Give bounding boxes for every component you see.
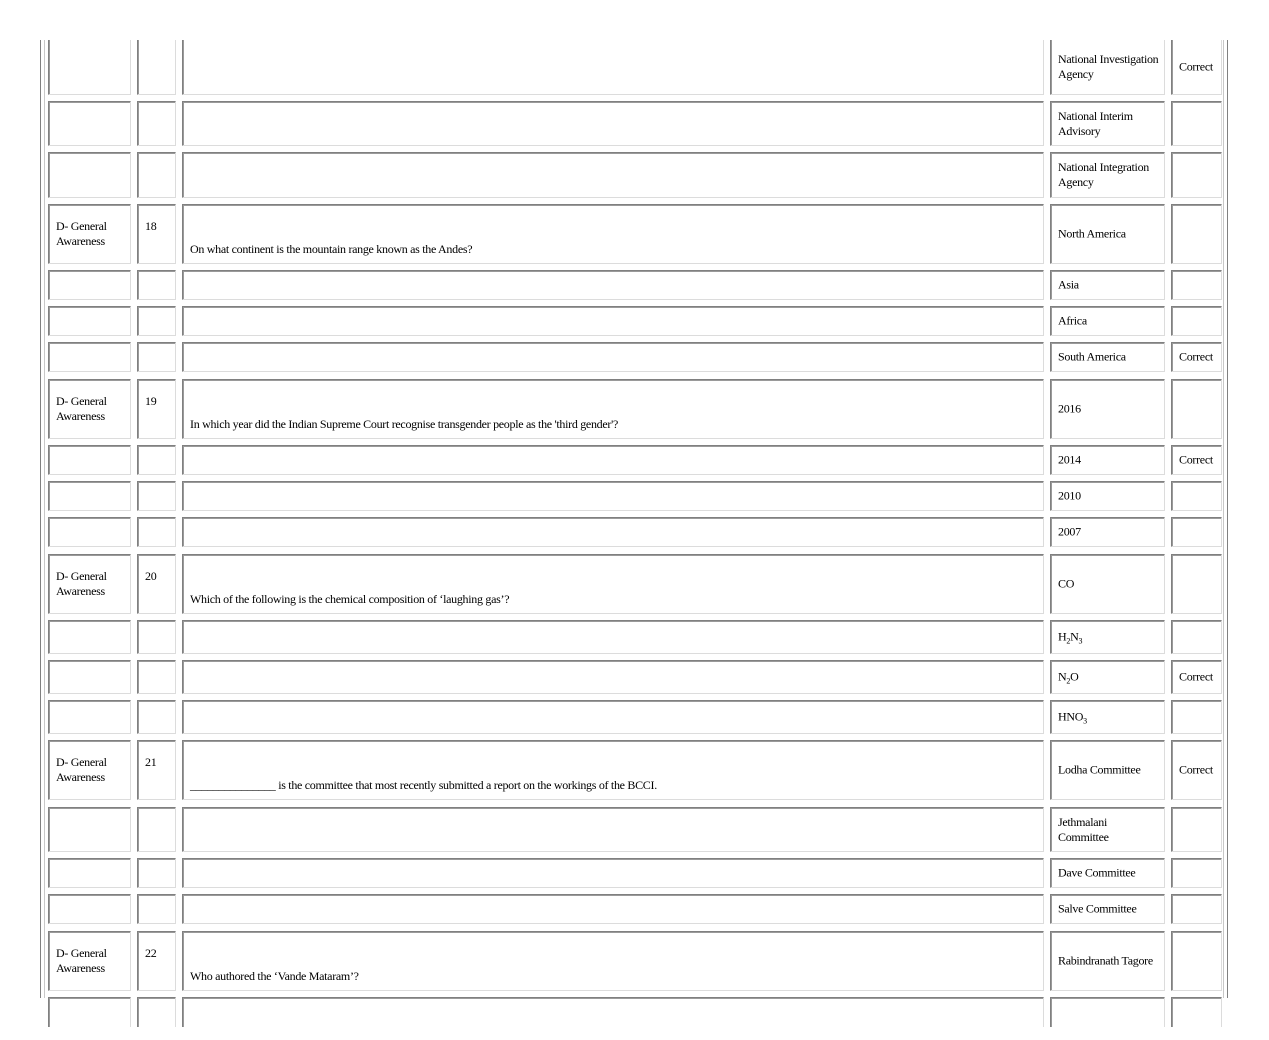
section-text: D- General Awareness <box>56 569 107 598</box>
answer-status-cell <box>1171 700 1222 734</box>
option-cell <box>1050 379 1165 439</box>
option-text: $H_2N_3$ <box>1058 629 1083 646</box>
question-number-text: 22 <box>145 946 157 960</box>
option-text: Rabindranath Tagore <box>1058 953 1153 968</box>
answer-status-cell <box>1171 101 1222 146</box>
option-cell <box>1050 342 1165 372</box>
question-cell <box>182 894 1044 924</box>
answer-status-cell <box>1171 379 1222 439</box>
question-number-cell <box>137 660 176 694</box>
option-text: Dave Committee <box>1058 865 1136 880</box>
question-number-cell <box>137 204 176 264</box>
section-cell <box>48 270 131 300</box>
question-number-cell <box>137 894 176 924</box>
option-cell <box>1050 101 1165 146</box>
section-text: D- General Awareness <box>56 219 107 248</box>
answer-status-cell <box>1171 40 1222 95</box>
option-cell <box>1050 700 1165 734</box>
section-cell <box>48 740 131 800</box>
question-number-cell <box>137 101 176 146</box>
section-cell <box>48 554 131 614</box>
question-cell <box>182 40 1044 95</box>
question-number-cell <box>137 270 176 300</box>
answer-status-cell <box>1171 204 1222 264</box>
question-number-cell <box>137 40 176 95</box>
question-cell <box>182 858 1044 888</box>
question-number-cell <box>137 152 176 198</box>
answer-status-cell <box>1171 342 1222 372</box>
answer-status-cell <box>1171 997 1222 1027</box>
section-cell <box>48 620 131 654</box>
option-text: North America <box>1058 226 1126 241</box>
option-text: South America <box>1058 349 1126 364</box>
section-cell <box>48 40 131 95</box>
question-number-cell <box>137 700 176 734</box>
option-text: 2014 <box>1058 452 1081 467</box>
question-number-cell <box>137 858 176 888</box>
option-cell <box>1050 517 1165 547</box>
question-number-text: 18 <box>145 219 157 233</box>
answer-status-cell <box>1171 858 1222 888</box>
answer-status-cell <box>1171 807 1222 852</box>
question-number-cell <box>137 620 176 654</box>
answer-key-table <box>40 40 1228 998</box>
option-text: National Integration Agency <box>1058 160 1149 189</box>
option-text: Lodha Committee <box>1058 762 1141 777</box>
option-cell <box>1050 40 1165 95</box>
answer-status-cell <box>1171 306 1222 336</box>
answer-status-cell <box>1171 481 1222 511</box>
question-cell <box>182 481 1044 511</box>
section-cell <box>48 700 131 734</box>
question-number-cell <box>137 481 176 511</box>
answer-status-text: Correct <box>1179 349 1213 364</box>
option-cell <box>1050 481 1165 511</box>
answer-status-cell <box>1171 270 1222 300</box>
question-number-cell <box>137 997 176 1027</box>
question-text: Who authored the ‘Vande Mataram’? <box>190 969 359 983</box>
question-cell <box>182 204 1044 264</box>
option-cell <box>1050 997 1165 1027</box>
question-cell <box>182 306 1044 336</box>
answer-status-cell <box>1171 740 1222 800</box>
answer-status-cell <box>1171 445 1222 475</box>
option-cell <box>1050 620 1165 654</box>
question-cell <box>182 807 1044 852</box>
option-text: Salve Committee <box>1058 901 1137 916</box>
section-cell <box>48 931 131 991</box>
option-cell <box>1050 270 1165 300</box>
option-cell <box>1050 807 1165 852</box>
question-number-cell <box>137 740 176 800</box>
option-text: 2007 <box>1058 524 1081 539</box>
question-cell <box>182 445 1044 475</box>
option-text: National Interim Advisory <box>1058 108 1133 138</box>
option-cell <box>1050 894 1165 924</box>
option-text: 2010 <box>1058 488 1081 503</box>
answer-status-cell <box>1171 931 1222 991</box>
question-number-text: 20 <box>145 569 157 583</box>
section-cell <box>48 152 131 198</box>
question-cell <box>182 517 1044 547</box>
section-cell <box>48 306 131 336</box>
question-cell <box>182 660 1044 694</box>
question-number-text: 21 <box>145 755 157 769</box>
question-number-cell <box>137 342 176 372</box>
question-cell <box>182 342 1044 372</box>
answer-status-cell <box>1171 554 1222 614</box>
answer-status-cell <box>1171 152 1222 198</box>
answer-status-cell <box>1171 620 1222 654</box>
option-cell <box>1050 152 1165 198</box>
answer-status-cell <box>1171 517 1222 547</box>
question-cell <box>182 379 1044 439</box>
question-number-cell <box>137 379 176 439</box>
question-number-cell <box>137 807 176 852</box>
answer-status-cell <box>1171 894 1222 924</box>
question-number-cell <box>137 554 176 614</box>
question-cell <box>182 740 1044 800</box>
question-number-cell <box>137 445 176 475</box>
section-cell <box>48 894 131 924</box>
section-cell <box>48 807 131 852</box>
option-text: $HNO_3$ <box>1058 709 1087 726</box>
option-cell <box>1050 858 1165 888</box>
answer-status-text: Correct <box>1179 452 1213 467</box>
question-cell <box>182 700 1044 734</box>
option-text: CO <box>1058 576 1075 591</box>
section-cell <box>48 101 131 146</box>
section-cell <box>48 204 131 264</box>
question-text: On what continent is the mountain range known as the Andes? <box>190 242 473 256</box>
question-text: Which of the following is the chemical composition of ‘laughing gas’? <box>190 592 510 606</box>
section-text: D- General Awareness <box>56 946 107 975</box>
option-text: Jethmalani Committee <box>1058 814 1109 844</box>
section-cell <box>48 517 131 547</box>
option-text: National Investigation Agency <box>1058 52 1159 81</box>
option-cell <box>1050 931 1165 991</box>
question-number-text: 19 <box>145 394 157 408</box>
question-cell <box>182 101 1044 146</box>
option-cell <box>1050 660 1165 694</box>
question-text: In which year did the Indian Supreme Court recognise transgender people as the 'third gender'? <box>190 417 618 431</box>
question-cell <box>182 931 1044 991</box>
section-cell <box>48 342 131 372</box>
question-number-cell <box>137 517 176 547</box>
question-cell <box>182 270 1044 300</box>
question-text: _______________ is the committee that most recently submitted a report on the workings of the BCCI. <box>190 778 657 792</box>
question-number-cell <box>137 931 176 991</box>
option-cell <box>1050 204 1165 264</box>
section-cell <box>48 481 131 511</box>
question-cell <box>182 152 1044 198</box>
question-cell <box>182 620 1044 654</box>
answer-status-text: Correct <box>1179 59 1213 74</box>
answer-status-text: Correct <box>1179 762 1213 777</box>
section-text: D- General Awareness <box>56 755 107 784</box>
section-cell <box>48 379 131 439</box>
section-cell <box>48 445 131 475</box>
option-cell <box>1050 554 1165 614</box>
answer-status-cell <box>1171 660 1222 694</box>
question-cell <box>182 554 1044 614</box>
section-cell <box>48 660 131 694</box>
question-number-cell <box>137 306 176 336</box>
section-text: D- General Awareness <box>56 394 107 423</box>
option-cell <box>1050 445 1165 475</box>
option-text: Asia <box>1058 277 1079 292</box>
question-cell <box>182 997 1044 1027</box>
option-text: Africa <box>1058 313 1087 328</box>
answer-status-text: Correct <box>1179 669 1213 684</box>
option-cell <box>1050 740 1165 800</box>
option-text: 2016 <box>1058 401 1081 416</box>
section-cell <box>48 997 131 1027</box>
option-text: $N_2O$ <box>1058 669 1079 686</box>
option-cell <box>1050 306 1165 336</box>
section-cell <box>48 858 131 888</box>
table-body <box>41 40 1227 998</box>
